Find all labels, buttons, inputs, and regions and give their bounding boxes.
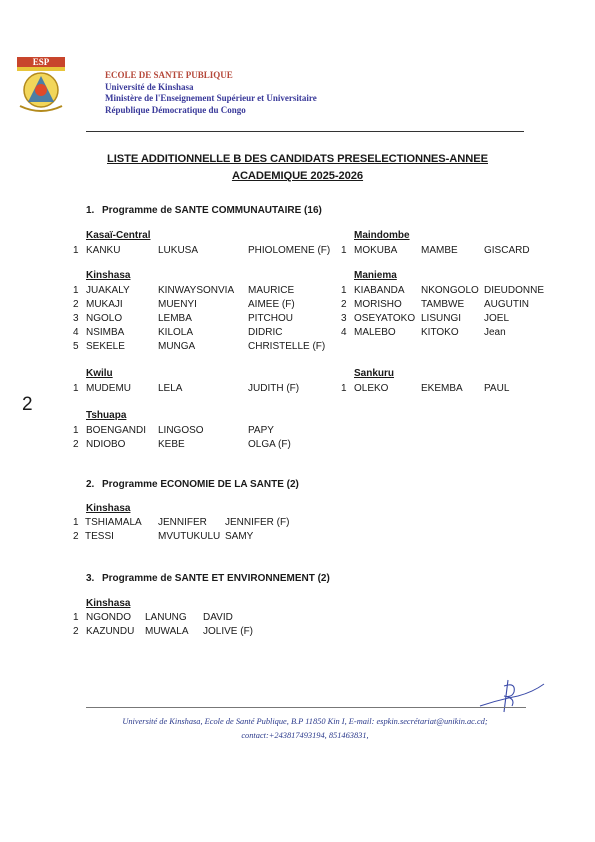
region-heading: Kwilu (86, 368, 113, 379)
postname: KILOLA (158, 327, 194, 338)
firstname: DIEUDONNE (484, 285, 545, 296)
title-line-2: ACADEMIQUE 2025-2026 (231, 170, 364, 182)
firstname: OLGA (F) (248, 439, 291, 450)
firstname: AIMEE (F) (248, 299, 295, 310)
row-index: 4 (341, 327, 347, 338)
row-index: 4 (73, 327, 79, 338)
region-heading: Kinshasa (86, 503, 131, 514)
row-index: 2 (73, 531, 79, 542)
region-heading: Tshuapa (86, 410, 127, 421)
esp-logo (14, 56, 68, 114)
program-number: 3. (86, 573, 95, 584)
program-number: 2. (86, 479, 95, 490)
postname: KITOKO (421, 327, 459, 338)
firstname: PHIOLOMENE (F) (248, 245, 331, 256)
candidate-row (0, 298, 590, 312)
firstname: DIDRIC (248, 327, 283, 338)
surname: NDIOBO (86, 439, 126, 450)
ministry-name: Ministère de l'Enseignement Supérieur et Universitaire (105, 93, 317, 104)
row-index: 1 (73, 285, 79, 296)
page-number: 2 (22, 394, 33, 415)
school-name: ECOLE DE SANTE PUBLIQUE (105, 70, 233, 80)
row-index: 2 (73, 626, 79, 637)
institution-header (105, 70, 317, 116)
footer (60, 715, 550, 743)
surname: JUAKALY (86, 285, 130, 296)
candidate-row (0, 516, 340, 530)
firstname: JUDITH (F) (248, 383, 300, 394)
row-index: 1 (341, 245, 347, 256)
surname: NGONDO (86, 612, 131, 623)
postname: LEMBA (158, 313, 192, 324)
row-index: 1 (73, 612, 79, 623)
postname: MVUTUKULU (158, 531, 221, 542)
postname: MUENYI (158, 299, 197, 310)
candidate-row (0, 382, 590, 396)
document-title (60, 151, 535, 185)
row-index: 3 (341, 313, 347, 324)
surname: BOENGANDI (86, 425, 147, 436)
postname: MUNGA (158, 341, 196, 352)
candidate-row (0, 625, 340, 639)
postname: LELA (158, 383, 183, 394)
row-index: 1 (341, 285, 347, 296)
firstname: JENNIFER (F) (225, 517, 290, 528)
postname: TAMBWE (421, 299, 465, 310)
postname: JENNIFER (158, 517, 207, 528)
postname: LISUNGI (421, 313, 462, 324)
region-heading: Maniema (354, 270, 397, 281)
surname: NSIMBA (86, 327, 125, 338)
surname: MALEBO (354, 327, 396, 338)
surname: KIABANDA (354, 285, 405, 296)
program-label: Programme ECONOMIE DE LA SANTE (2) (102, 479, 299, 490)
row-index: 1 (341, 383, 347, 394)
surname: MUDEMU (86, 383, 131, 394)
footer-divider (86, 707, 526, 708)
row-index: 5 (73, 341, 79, 352)
surname: OLEKO (354, 383, 389, 394)
footer-address: Université de Kinshasa, Ecole de Santé Publique, B.P 11850 Kin I, E-mail: espkin.secrétariat@unikin.ac.cd; (122, 717, 488, 726)
candidate-row (0, 438, 340, 452)
firstname: PAPY (248, 425, 274, 436)
candidate-row (0, 244, 590, 258)
surname: TSHIAMALA (85, 517, 142, 528)
firstname: CHRISTELLE (F) (248, 341, 326, 352)
postname: EKEMBA (421, 383, 463, 394)
surname: MOKUBA (354, 245, 398, 256)
surname: MUKAJI (86, 299, 123, 310)
firstname: JOEL (484, 313, 510, 324)
program-heading (86, 479, 299, 490)
row-index: 2 (341, 299, 347, 310)
logo-text: ESP (32, 57, 50, 68)
row-index: 1 (73, 425, 79, 436)
candidate-row (0, 424, 340, 438)
region-heading: Kinshasa (86, 598, 131, 609)
row-index: 1 (73, 383, 79, 394)
firstname: DAVID (203, 612, 233, 623)
row-index: 1 (73, 245, 79, 256)
region-heading: Kasaï-Central (86, 230, 151, 241)
surname: NGOLO (86, 313, 123, 324)
candidate-row (0, 284, 590, 298)
surname: OSEYATOKO (354, 313, 416, 324)
region-heading: Maindombe (354, 230, 410, 241)
postname: LINGOSO (158, 425, 204, 436)
surname: MORISHO (354, 299, 402, 310)
postname: MAMBE (421, 245, 458, 256)
region-heading: Kinshasa (86, 270, 131, 281)
university-name: Université de Kinshasa (105, 81, 194, 92)
program-heading (86, 573, 330, 584)
candidate-row (0, 340, 340, 354)
postname: KEBE (158, 439, 185, 450)
firstname: GISCARD (484, 245, 530, 256)
header-divider (86, 131, 524, 132)
firstname: PITCHOU (248, 313, 293, 324)
firstname: MAURICE (248, 285, 295, 296)
row-index: 2 (73, 439, 79, 450)
surname: KANKU (86, 245, 121, 256)
program-label: Programme de SANTE COMMUNAUTAIRE (16) (102, 205, 322, 216)
postname: KINWAYSONVIA (158, 285, 235, 296)
firstname: JOLIVE (F) (203, 626, 254, 637)
signature (478, 676, 546, 716)
row-index: 3 (73, 313, 79, 324)
postname: LANUNG (145, 612, 187, 623)
candidate-row (0, 326, 590, 340)
candidate-row (0, 312, 590, 326)
program-heading (86, 205, 322, 216)
country-name: République Démocratique du Congo (105, 104, 246, 115)
firstname: SAMY (225, 531, 254, 542)
footer-contact: contact:+243817493194, 851463831, (241, 731, 369, 740)
program-label: Programme de SANTE ET ENVIRONNEMENT (2) (102, 573, 330, 584)
postname: NKONGOLO (421, 285, 479, 296)
firstname: PAUL (484, 383, 510, 394)
surname: KAZUNDU (86, 626, 135, 637)
row-index: 1 (73, 517, 79, 528)
surname: TESSI (85, 531, 114, 542)
program-number: 1. (86, 205, 95, 216)
candidate-row (0, 611, 340, 625)
candidate-row (0, 530, 340, 544)
firstname: Jean (484, 327, 506, 338)
postname: MUWALA (145, 626, 189, 637)
postname: LUKUSA (158, 245, 199, 256)
firstname: AUGUTIN (484, 299, 529, 310)
title-line-1: LISTE ADDITIONNELLE B DES CANDIDATS PRESELECTIONNES-ANNEE (107, 153, 488, 165)
region-heading: Sankuru (354, 368, 395, 379)
row-index: 2 (73, 299, 79, 310)
surname: SEKELE (86, 341, 125, 352)
